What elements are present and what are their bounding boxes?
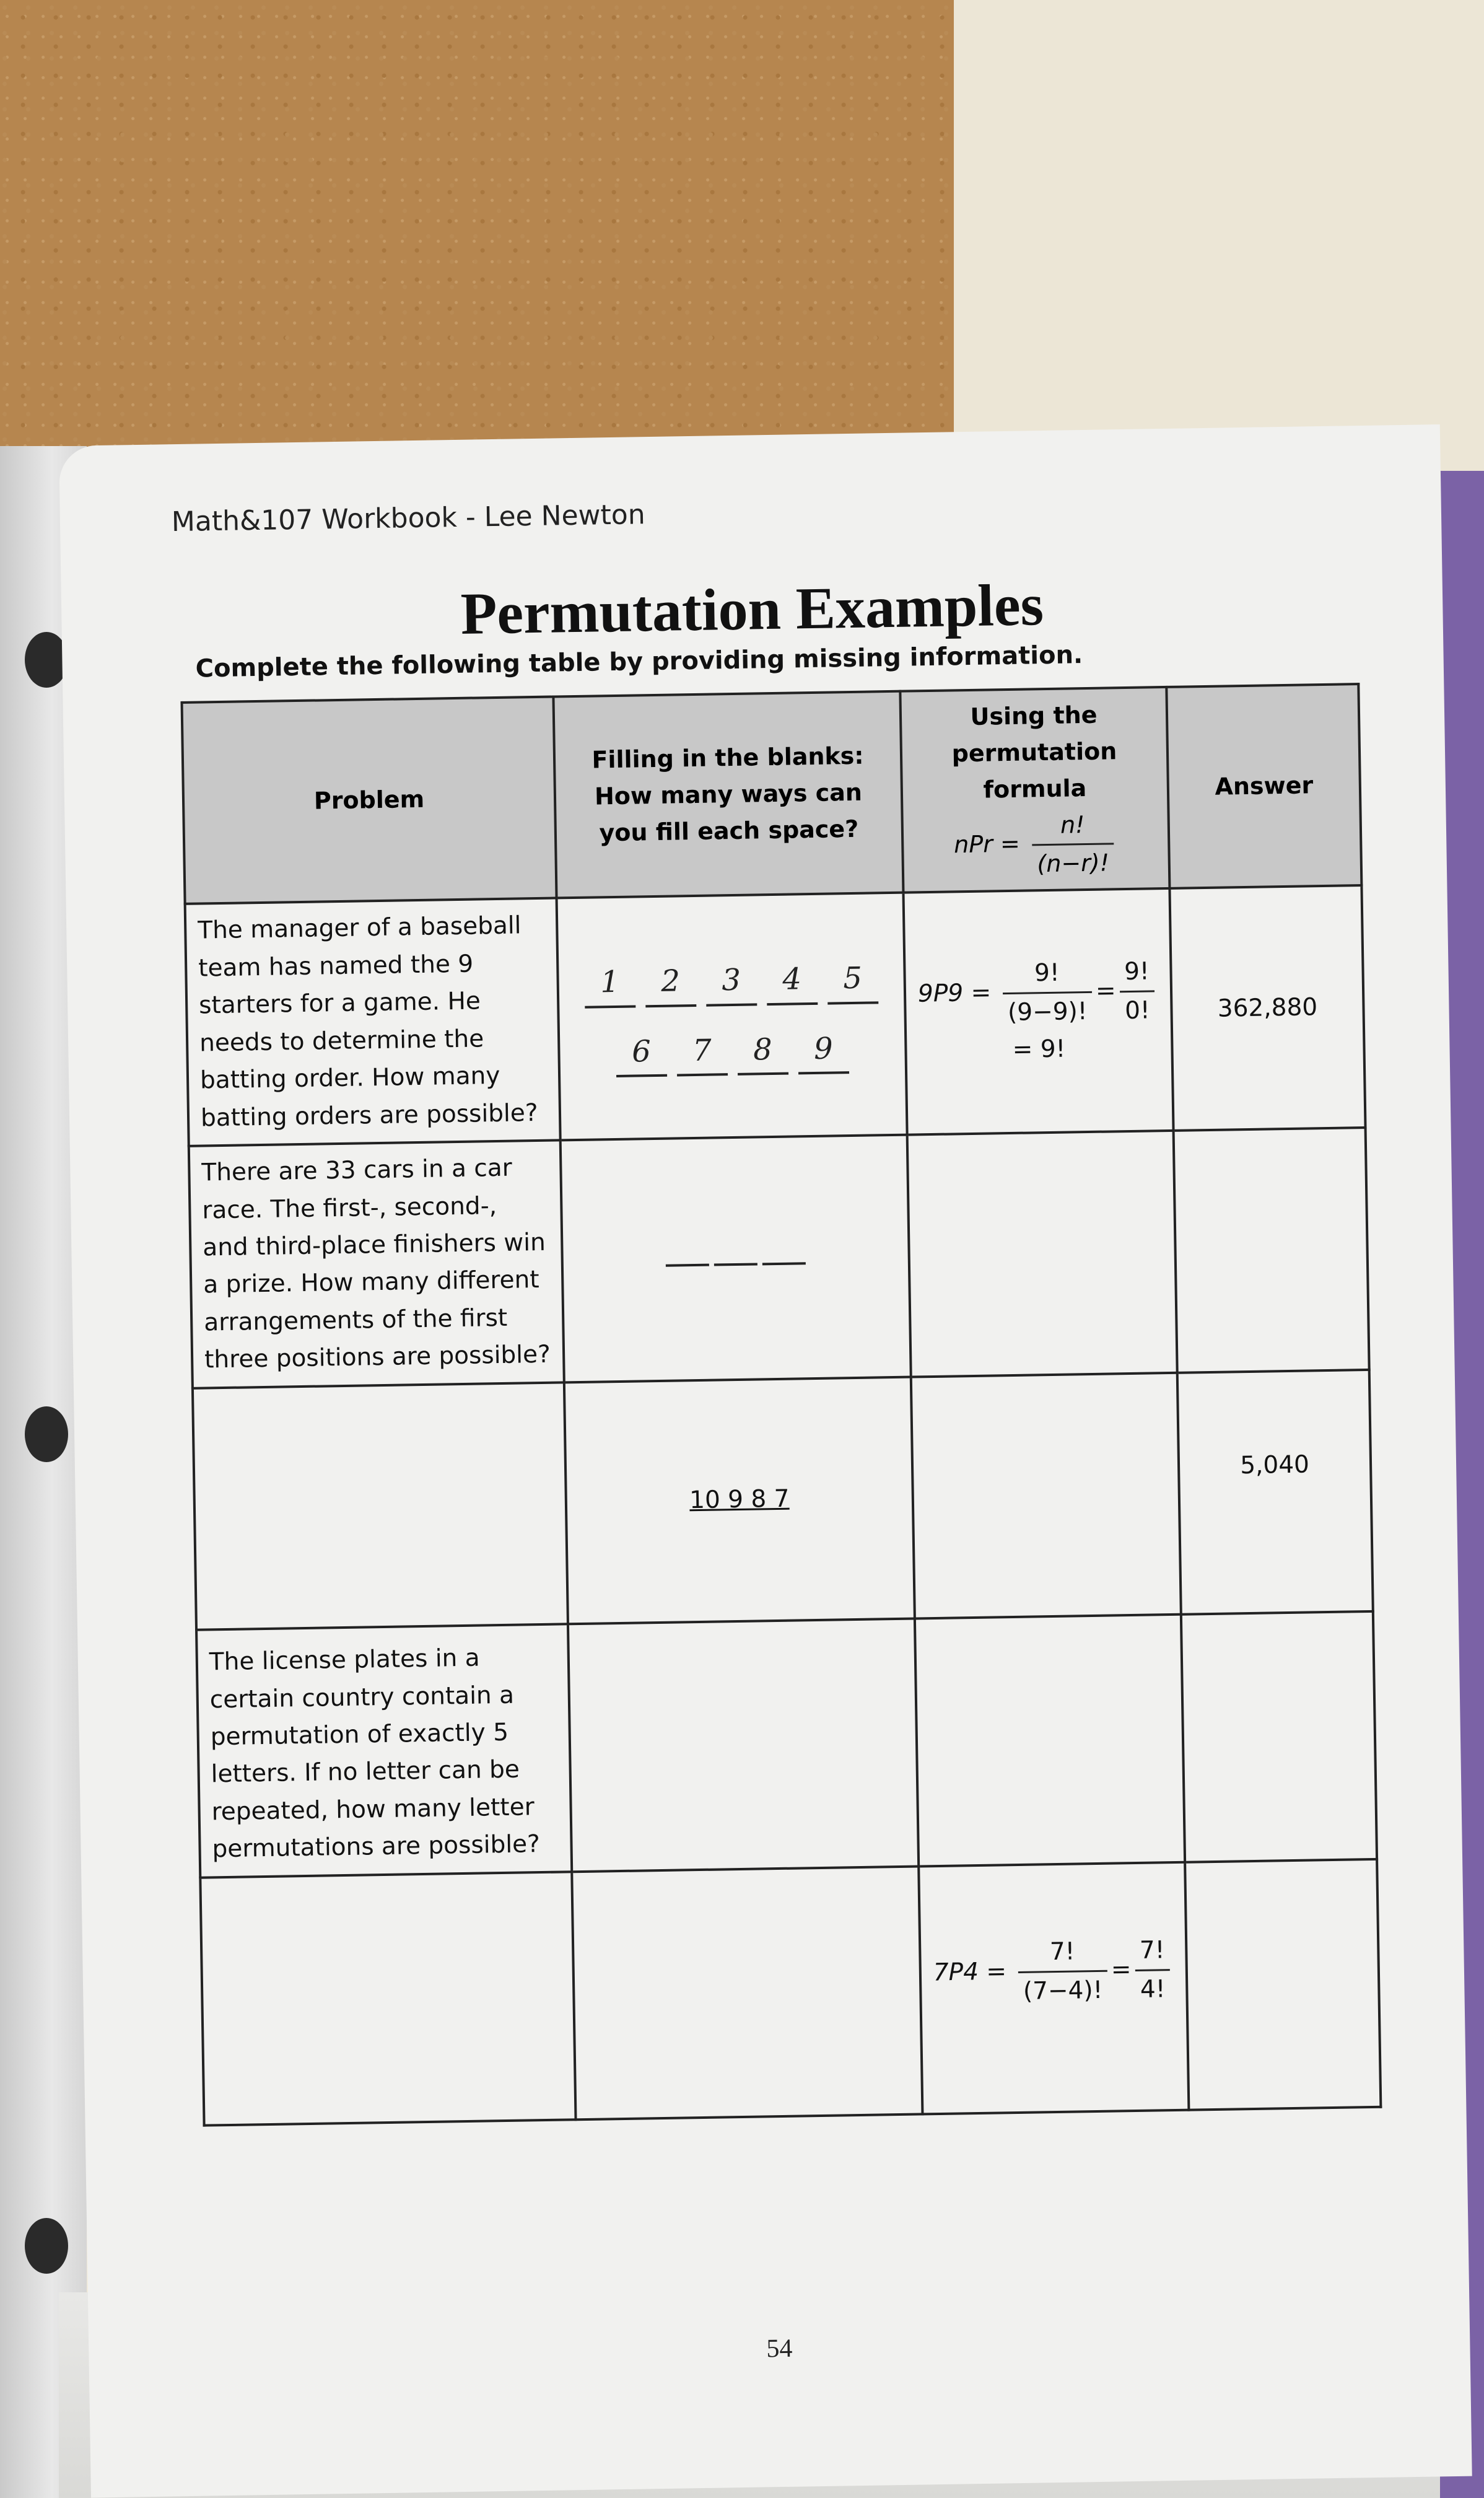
wall-background	[954, 0, 1484, 483]
header-formula-lhs: nPr =	[953, 830, 1021, 858]
header-formula-denominator: (n−r)!	[1037, 849, 1110, 877]
header-formula-numerator: n!	[1031, 806, 1114, 846]
row2-blank-1[interactable]	[666, 1261, 709, 1267]
instruction-text: Complete the following table by providing missing information.	[195, 641, 1083, 683]
row4-answer[interactable]	[1181, 1611, 1377, 1862]
header-formula	[900, 687, 1169, 893]
row1-formula-tail: = 9!	[1012, 1035, 1066, 1064]
blank-3[interactable]: 3	[705, 957, 757, 1007]
row4-problem: The license plates in a certain country contain a permutation of exactly 5 letters. If no letter can be repeated, how many letter permutations are possible?	[196, 1624, 572, 1877]
row1-blanks-line1	[570, 955, 893, 1009]
permutation-table	[180, 683, 1382, 2126]
table-row	[196, 1611, 1377, 1878]
table-row	[200, 1859, 1381, 2126]
table-row	[193, 1370, 1373, 1630]
row3-problem[interactable]	[193, 1382, 568, 1629]
row5-fraction-1	[1017, 1932, 1107, 2010]
row5-formula	[919, 1862, 1189, 2114]
row1-equals: =	[1095, 976, 1116, 1005]
row5-blanks[interactable]	[572, 1866, 922, 2119]
table-row	[189, 1128, 1369, 1388]
row1-blanks-line2	[571, 1025, 894, 1079]
row5-equals: =	[1111, 1955, 1132, 1984]
row3-formula[interactable]	[911, 1373, 1181, 1619]
row1-formula-lhs: 9P9 =	[917, 978, 992, 1008]
table-row	[185, 886, 1366, 1146]
page-number: 54	[766, 2334, 793, 2364]
row5-fraction-2	[1135, 1932, 1171, 2009]
header-formula-fraction	[1031, 806, 1114, 882]
blank-9[interactable]: 9	[798, 1025, 849, 1075]
row5-den-1: (7−4)!	[1023, 1976, 1103, 2005]
row5-formula-lhs: 7P4 =	[933, 1957, 1007, 1987]
row1-blanks	[557, 893, 907, 1140]
row1-den-1: (9−9)!	[1007, 997, 1088, 1027]
row3-blanks-text: 10 9 8 7	[689, 1485, 790, 1515]
row1-den-2: 0!	[1124, 996, 1150, 1025]
header-formula-line2: permutation formula	[951, 737, 1117, 804]
header-filling-line3: you fill each space?	[599, 815, 859, 847]
row5-problem[interactable]	[200, 1872, 575, 2125]
row2-formula[interactable]	[907, 1131, 1177, 1377]
blank-2[interactable]: 2	[645, 958, 696, 1007]
row2-blank-2[interactable]	[714, 1261, 757, 1266]
corkboard-background	[0, 0, 954, 471]
workbook-page	[59, 424, 1472, 2498]
header-filling-line1: Filling in the blanks:	[591, 742, 864, 774]
binder-ring-middle	[25, 1406, 68, 1462]
table-header-row	[182, 684, 1362, 904]
blank-8[interactable]: 8	[737, 1026, 788, 1076]
blank-6[interactable]: 6	[616, 1028, 667, 1077]
blank-4[interactable]: 4	[766, 956, 818, 1006]
row4-formula[interactable]	[915, 1614, 1185, 1866]
header-filling-line2: How many ways can	[594, 778, 863, 810]
row5-den-2: 4!	[1140, 1975, 1166, 2004]
row5-num-1: 7!	[1017, 1932, 1107, 1973]
row1-num-1: 9!	[1002, 954, 1092, 995]
row1-num-2: 9!	[1119, 953, 1154, 993]
row2-blanks	[561, 1135, 911, 1382]
page-title: Permutation Examples	[460, 571, 1044, 647]
blank-1[interactable]: 1	[584, 959, 635, 1009]
header-answer: Answer	[1166, 684, 1361, 888]
row1-formula	[903, 888, 1173, 1134]
header-formula-line1: Using the	[970, 701, 1098, 730]
blank-5[interactable]: 5	[827, 955, 878, 1005]
row1-answer: 362,880	[1169, 886, 1365, 1131]
row2-answer[interactable]	[1174, 1128, 1369, 1372]
row3-answer: 5,040	[1177, 1370, 1373, 1615]
header-filling	[553, 691, 903, 898]
row1-fraction-1	[1002, 954, 1093, 1032]
blank-7[interactable]: 7	[676, 1027, 728, 1077]
binder-ring-bottom	[25, 2218, 68, 2274]
row1-fraction-2	[1119, 953, 1155, 1030]
row4-blanks[interactable]	[568, 1618, 919, 1872]
header-problem: Problem	[182, 697, 557, 905]
row5-num-2: 7!	[1135, 1932, 1170, 1971]
row2-problem: There are 33 cars in a car race. The first-, second-, and third-place finishers win a prize. How many different arrangements of the first three positions are possible?	[189, 1140, 564, 1388]
row5-answer[interactable]	[1185, 1859, 1381, 2110]
row1-problem: The manager of a baseball team has named the 9 starters for a game. He needs to determine the batting order. How many batting orders are possible?	[185, 898, 561, 1146]
row3-blanks	[564, 1377, 915, 1624]
page-header: Math&107 Workbook - Lee Newton	[171, 499, 646, 538]
row2-blank-3[interactable]	[762, 1260, 806, 1265]
